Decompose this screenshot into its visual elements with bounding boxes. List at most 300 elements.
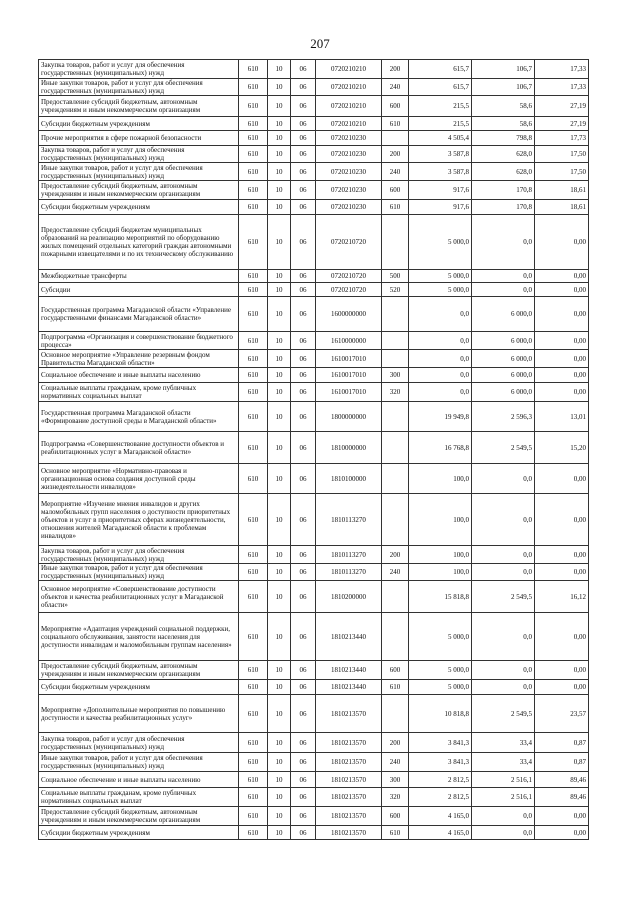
amount-executed: 0,0 — [472, 661, 535, 680]
expense-type-code — [382, 350, 409, 368]
department-code: 610 — [239, 131, 268, 146]
subsection-code: 06 — [291, 96, 316, 117]
section-code: 10 — [268, 163, 291, 181]
target-article-code: 1810213570 — [316, 788, 382, 807]
expense-type-code: 200 — [382, 60, 409, 79]
amount-executed: 2 516,1 — [472, 772, 535, 788]
subsection-code: 06 — [291, 661, 316, 680]
expense-type-code — [382, 695, 409, 733]
table-row — [39, 661, 589, 680]
section-code: 10 — [268, 581, 291, 613]
expense-type-code: 610 — [382, 826, 409, 840]
table-row — [39, 163, 589, 181]
table-row — [39, 733, 589, 753]
amount-approved: 5 000,0 — [409, 283, 472, 297]
department-code: 610 — [239, 146, 268, 163]
expense-type-code: 200 — [382, 733, 409, 753]
target-article-code: 0720210720 — [316, 215, 382, 270]
target-article-code: 0720210720 — [316, 270, 382, 283]
budget-item-name: Предоставление субсидий бюджетным, автономным учреждениям и иным некоммерческим организациям — [39, 181, 239, 200]
subsection-code: 06 — [291, 181, 316, 200]
subsection-code: 06 — [291, 332, 316, 350]
amount-executed: 6 000,0 — [472, 350, 535, 368]
amount-approved: 5 000,0 — [409, 215, 472, 270]
subsection-code: 06 — [291, 350, 316, 368]
subsection-code: 06 — [291, 826, 316, 840]
department-code: 610 — [239, 283, 268, 297]
subsection-code: 06 — [291, 297, 316, 332]
table-row — [39, 753, 589, 772]
expense-type-code — [382, 131, 409, 146]
amount-executed: 0,0 — [472, 494, 535, 546]
target-article-code: 1810100000 — [316, 464, 382, 494]
expense-type-code: 300 — [382, 772, 409, 788]
budget-item-name: Предоставление субсидий бюджетным, автономным учреждениям и иным некоммерческим организациям — [39, 807, 239, 826]
department-code: 610 — [239, 733, 268, 753]
execution-percent: 0,00 — [535, 383, 589, 402]
expense-type-code: 600 — [382, 661, 409, 680]
expense-type-code: 320 — [382, 383, 409, 402]
table-row — [39, 402, 589, 432]
budget-item-name: Субсидии — [39, 283, 239, 297]
execution-percent: 0,00 — [535, 826, 589, 840]
section-code: 10 — [268, 297, 291, 332]
target-article-code: 0720210720 — [316, 283, 382, 297]
amount-executed: 0,0 — [472, 680, 535, 695]
section-code: 10 — [268, 332, 291, 350]
amount-approved: 19 949,8 — [409, 402, 472, 432]
execution-percent: 0,00 — [535, 332, 589, 350]
budget-item-name: Закупка товаров, работ и услуг для обеспечения государственных (муниципальных) нужд — [39, 146, 239, 163]
target-article-code: 1800000000 — [316, 402, 382, 432]
target-article-code: 1610017010 — [316, 368, 382, 383]
department-code: 610 — [239, 581, 268, 613]
subsection-code: 06 — [291, 695, 316, 733]
amount-approved: 5 000,0 — [409, 270, 472, 283]
amount-executed: 0,0 — [472, 807, 535, 826]
table-row — [39, 564, 589, 581]
table-row — [39, 181, 589, 200]
subsection-code: 06 — [291, 146, 316, 163]
budget-item-name: Основное мероприятие «Совершенствование доступности объектов и качества реабилитационных услуг в Магаданской области» — [39, 581, 239, 613]
expense-type-code: 240 — [382, 564, 409, 581]
table-row — [39, 807, 589, 826]
department-code: 610 — [239, 297, 268, 332]
budget-item-name: Иные закупки товаров, работ и услуг для обеспечения государственных (муниципальных) нужд — [39, 163, 239, 181]
department-code: 610 — [239, 270, 268, 283]
execution-percent: 0,00 — [535, 494, 589, 546]
budget-item-name: Основное мероприятие «Нормативно-правовая и организационная основа создания доступной среды жизнедеятельности инвалидов» — [39, 464, 239, 494]
amount-executed: 58,6 — [472, 96, 535, 117]
amount-executed: 0,0 — [472, 564, 535, 581]
amount-approved: 100,0 — [409, 564, 472, 581]
department-code: 610 — [239, 332, 268, 350]
execution-percent: 0,00 — [535, 368, 589, 383]
amount-executed: 6 000,0 — [472, 368, 535, 383]
department-code: 610 — [239, 117, 268, 131]
department-code: 610 — [239, 826, 268, 840]
budget-item-name: Закупка товаров, работ и услуг для обеспечения государственных (муниципальных) нужд — [39, 733, 239, 753]
expense-type-code — [382, 215, 409, 270]
execution-percent: 0,00 — [535, 661, 589, 680]
table-row — [39, 680, 589, 695]
amount-approved: 4 165,0 — [409, 807, 472, 826]
execution-percent: 18,61 — [535, 181, 589, 200]
section-code: 10 — [268, 79, 291, 96]
table-row — [39, 494, 589, 546]
section-code: 10 — [268, 733, 291, 753]
department-code: 610 — [239, 181, 268, 200]
execution-percent: 89,46 — [535, 788, 589, 807]
department-code: 610 — [239, 807, 268, 826]
table-row — [39, 350, 589, 368]
department-code: 610 — [239, 564, 268, 581]
section-code: 10 — [268, 807, 291, 826]
section-code: 10 — [268, 117, 291, 131]
department-code: 610 — [239, 661, 268, 680]
expense-type-code — [382, 297, 409, 332]
section-code: 10 — [268, 788, 291, 807]
section-code: 10 — [268, 402, 291, 432]
target-article-code: 0720210230 — [316, 181, 382, 200]
execution-percent: 0,00 — [535, 270, 589, 283]
expense-type-code: 610 — [382, 680, 409, 695]
amount-approved: 3 587,8 — [409, 146, 472, 163]
amount-approved: 100,0 — [409, 546, 472, 564]
amount-executed: 106,7 — [472, 79, 535, 96]
expense-type-code: 200 — [382, 546, 409, 564]
subsection-code: 06 — [291, 494, 316, 546]
section-code: 10 — [268, 368, 291, 383]
subsection-code: 06 — [291, 402, 316, 432]
subsection-code: 06 — [291, 464, 316, 494]
amount-executed: 2 596,3 — [472, 402, 535, 432]
execution-percent: 0,00 — [535, 215, 589, 270]
expense-type-code: 600 — [382, 807, 409, 826]
target-article-code: 1810213570 — [316, 753, 382, 772]
section-code: 10 — [268, 60, 291, 79]
amount-approved: 615,7 — [409, 60, 472, 79]
target-article-code: 0720210230 — [316, 146, 382, 163]
expense-type-code: 600 — [382, 96, 409, 117]
amount-executed: 0,0 — [472, 283, 535, 297]
amount-executed: 0,0 — [472, 464, 535, 494]
department-code: 610 — [239, 60, 268, 79]
table-row — [39, 432, 589, 464]
target-article-code: 1610017010 — [316, 350, 382, 368]
target-article-code: 1810213570 — [316, 695, 382, 733]
budget-item-name: Государственная программа Магаданской области «Формирование доступной среды в Магаданской области» — [39, 402, 239, 432]
table-row — [39, 695, 589, 733]
amount-approved: 100,0 — [409, 494, 472, 546]
amount-approved: 4 505,4 — [409, 131, 472, 146]
subsection-code: 06 — [291, 60, 316, 79]
budget-item-name: Социальное обеспечение и иные выплаты населению — [39, 368, 239, 383]
amount-executed: 2 549,5 — [472, 581, 535, 613]
table-row — [39, 826, 589, 840]
execution-percent: 23,57 — [535, 695, 589, 733]
amount-executed: 2 549,5 — [472, 432, 535, 464]
department-code: 610 — [239, 788, 268, 807]
budget-item-name: Подпрограмма «Совершенствование доступности объектов и реабилитационных услуг в Магаданской области» — [39, 432, 239, 464]
budget-item-name: Социальное обеспечение и иные выплаты населению — [39, 772, 239, 788]
expense-type-code: 320 — [382, 788, 409, 807]
amount-approved: 917,6 — [409, 200, 472, 215]
amount-approved: 100,0 — [409, 464, 472, 494]
department-code: 610 — [239, 753, 268, 772]
amount-executed: 628,0 — [472, 163, 535, 181]
expense-type-code: 600 — [382, 181, 409, 200]
table-row — [39, 117, 589, 131]
table-body — [39, 60, 589, 840]
subsection-code: 06 — [291, 368, 316, 383]
table-row — [39, 297, 589, 332]
table-row — [39, 215, 589, 270]
department-code: 610 — [239, 546, 268, 564]
subsection-code: 06 — [291, 79, 316, 96]
table-row — [39, 283, 589, 297]
department-code: 610 — [239, 350, 268, 368]
target-article-code: 1810213570 — [316, 772, 382, 788]
execution-percent: 17,33 — [535, 79, 589, 96]
target-article-code: 0720210230 — [316, 163, 382, 181]
execution-percent: 0,00 — [535, 297, 589, 332]
subsection-code: 06 — [291, 117, 316, 131]
expense-type-code — [382, 613, 409, 661]
department-code: 610 — [239, 96, 268, 117]
section-code: 10 — [268, 546, 291, 564]
amount-executed: 6 000,0 — [472, 383, 535, 402]
department-code: 610 — [239, 432, 268, 464]
subsection-code: 06 — [291, 788, 316, 807]
department-code: 610 — [239, 79, 268, 96]
section-code: 10 — [268, 695, 291, 733]
department-code: 610 — [239, 163, 268, 181]
section-code: 10 — [268, 564, 291, 581]
subsection-code: 06 — [291, 163, 316, 181]
execution-percent: 0,00 — [535, 546, 589, 564]
amount-executed: 0,0 — [472, 215, 535, 270]
department-code: 610 — [239, 383, 268, 402]
amount-approved: 4 165,0 — [409, 826, 472, 840]
expense-type-code — [382, 432, 409, 464]
target-article-code: 1810213570 — [316, 826, 382, 840]
execution-percent: 17,73 — [535, 131, 589, 146]
table-row — [39, 270, 589, 283]
budget-item-name: Социальные выплаты гражданам, кроме публичных нормативных социальных выплат — [39, 788, 239, 807]
target-article-code: 1810113270 — [316, 546, 382, 564]
expense-type-code — [382, 464, 409, 494]
amount-approved: 615,7 — [409, 79, 472, 96]
budget-item-name: Предоставление субсидий бюджетным, автономным учреждениям и иным некоммерческим организациям — [39, 661, 239, 680]
execution-percent: 17,33 — [535, 60, 589, 79]
section-code: 10 — [268, 464, 291, 494]
budget-item-name: Межбюджетные трансферты — [39, 270, 239, 283]
department-code: 610 — [239, 695, 268, 733]
amount-approved: 3 841,3 — [409, 733, 472, 753]
amount-approved: 215,5 — [409, 96, 472, 117]
amount-approved: 15 818,8 — [409, 581, 472, 613]
subsection-code: 06 — [291, 581, 316, 613]
table-row — [39, 131, 589, 146]
amount-executed: 170,8 — [472, 181, 535, 200]
budget-item-name: Закупка товаров, работ и услуг для обеспечения государственных (муниципальных) нужд — [39, 546, 239, 564]
budget-item-name: Иные закупки товаров, работ и услуг для обеспечения государственных (муниципальных) нужд — [39, 753, 239, 772]
subsection-code: 06 — [291, 733, 316, 753]
table-row — [39, 613, 589, 661]
amount-approved: 0,0 — [409, 297, 472, 332]
section-code: 10 — [268, 96, 291, 117]
section-code: 10 — [268, 661, 291, 680]
budget-item-name: Мероприятие «Изучение мнения инвалидов и других маломобильных групп населения о доступности приоритетных объектов и услуг в приоритетных сферах жизнедеятельности, отношения жителей Магаданской области к проблемам инвалидов» — [39, 494, 239, 546]
section-code: 10 — [268, 270, 291, 283]
section-code: 10 — [268, 383, 291, 402]
budget-item-name: Иные закупки товаров, работ и услуг для обеспечения государственных (муниципальных) нужд — [39, 564, 239, 581]
table-row — [39, 79, 589, 96]
target-article-code: 1810213440 — [316, 661, 382, 680]
amount-executed: 170,8 — [472, 200, 535, 215]
section-code: 10 — [268, 146, 291, 163]
amount-approved: 0,0 — [409, 368, 472, 383]
amount-approved: 16 768,8 — [409, 432, 472, 464]
budget-item-name: Субсидии бюджетным учреждениям — [39, 826, 239, 840]
target-article-code: 1600000000 — [316, 297, 382, 332]
amount-approved: 215,5 — [409, 117, 472, 131]
subsection-code: 06 — [291, 680, 316, 695]
subsection-code: 06 — [291, 753, 316, 772]
budget-item-name: Мероприятие «Дополнительные мероприятия по повышению доступности и качества реабилитационных услуг» — [39, 695, 239, 733]
amount-executed: 33,4 — [472, 733, 535, 753]
budget-item-name: Закупка товаров, работ и услуг для обеспечения государственных (муниципальных) нужд — [39, 60, 239, 79]
amount-approved: 5 000,0 — [409, 613, 472, 661]
expense-type-code — [382, 332, 409, 350]
page-number: 207 — [310, 36, 330, 51]
department-code: 610 — [239, 368, 268, 383]
subsection-code: 06 — [291, 200, 316, 215]
target-article-code: 1810213440 — [316, 613, 382, 661]
section-code: 10 — [268, 772, 291, 788]
amount-executed: 106,7 — [472, 60, 535, 79]
budget-item-name: Прочие мероприятия в сфере пожарной безопасности — [39, 131, 239, 146]
subsection-code: 06 — [291, 546, 316, 564]
execution-percent: 0,87 — [535, 753, 589, 772]
table-row — [39, 383, 589, 402]
amount-approved: 0,0 — [409, 350, 472, 368]
section-code: 10 — [268, 131, 291, 146]
section-code: 10 — [268, 753, 291, 772]
table-row — [39, 546, 589, 564]
execution-percent: 18,61 — [535, 200, 589, 215]
amount-approved: 10 818,8 — [409, 695, 472, 733]
department-code: 610 — [239, 215, 268, 270]
budget-item-name: Социальные выплаты гражданам, кроме публичных нормативных социальных выплат — [39, 383, 239, 402]
table-row — [39, 464, 589, 494]
target-article-code: 1810213570 — [316, 733, 382, 753]
amount-executed: 0,0 — [472, 270, 535, 283]
amount-executed: 6 000,0 — [472, 332, 535, 350]
execution-percent: 0,00 — [535, 613, 589, 661]
department-code: 610 — [239, 464, 268, 494]
target-article-code: 0720210210 — [316, 117, 382, 131]
department-code: 610 — [239, 613, 268, 661]
amount-executed: 58,6 — [472, 117, 535, 131]
target-article-code: 1810200000 — [316, 581, 382, 613]
execution-percent: 89,46 — [535, 772, 589, 788]
department-code: 610 — [239, 200, 268, 215]
table-row — [39, 772, 589, 788]
subsection-code: 06 — [291, 772, 316, 788]
amount-approved: 0,0 — [409, 383, 472, 402]
execution-percent: 17,50 — [535, 146, 589, 163]
target-article-code: 0720210210 — [316, 60, 382, 79]
section-code: 10 — [268, 200, 291, 215]
budget-item-name: Подпрограмма «Организация и совершенствование бюджетного процесса» — [39, 332, 239, 350]
budget-item-name: Иные закупки товаров, работ и услуг для обеспечения государственных (муниципальных) нужд — [39, 79, 239, 96]
section-code: 10 — [268, 826, 291, 840]
subsection-code: 06 — [291, 270, 316, 283]
execution-percent: 0,00 — [535, 680, 589, 695]
budget-item-name: Предоставление субсидий бюджетным, автономным учреждениям и иным некоммерческим организациям — [39, 96, 239, 117]
target-article-code: 1810213570 — [316, 807, 382, 826]
amount-approved: 917,6 — [409, 181, 472, 200]
budget-item-name: Государственная программа Магаданской области «Управление государственными финансами Магаданской области» — [39, 297, 239, 332]
target-article-code: 1810213440 — [316, 680, 382, 695]
budget-item-name: Субсидии бюджетным учреждениям — [39, 680, 239, 695]
target-article-code: 1610000000 — [316, 332, 382, 350]
subsection-code: 06 — [291, 613, 316, 661]
execution-percent: 17,50 — [535, 163, 589, 181]
department-code: 610 — [239, 402, 268, 432]
table-row — [39, 368, 589, 383]
budget-item-name: Субсидии бюджетным учреждениям — [39, 200, 239, 215]
execution-percent: 27,19 — [535, 117, 589, 131]
department-code: 610 — [239, 680, 268, 695]
table-row — [39, 60, 589, 79]
expense-type-code: 300 — [382, 368, 409, 383]
amount-executed: 0,0 — [472, 546, 535, 564]
expense-type-code: 500 — [382, 270, 409, 283]
subsection-code: 06 — [291, 807, 316, 826]
execution-percent: 15,20 — [535, 432, 589, 464]
target-article-code: 0720210230 — [316, 200, 382, 215]
expense-type-code: 200 — [382, 146, 409, 163]
execution-percent: 0,00 — [535, 350, 589, 368]
amount-executed: 2 516,1 — [472, 788, 535, 807]
amount-approved: 2 812,5 — [409, 788, 472, 807]
budget-table — [38, 59, 589, 840]
expense-type-code: 520 — [382, 283, 409, 297]
subsection-code: 06 — [291, 283, 316, 297]
amount-executed: 798,8 — [472, 131, 535, 146]
expense-type-code: 610 — [382, 200, 409, 215]
amount-approved: 0,0 — [409, 332, 472, 350]
expense-type-code: 240 — [382, 163, 409, 181]
amount-executed: 628,0 — [472, 146, 535, 163]
amount-approved: 5 000,0 — [409, 680, 472, 695]
expense-type-code: 240 — [382, 753, 409, 772]
table-row — [39, 96, 589, 117]
expense-type-code — [382, 494, 409, 546]
target-article-code: 0720210230 — [316, 131, 382, 146]
expense-type-code: 610 — [382, 117, 409, 131]
expense-type-code — [382, 402, 409, 432]
table-row — [39, 200, 589, 215]
target-article-code: 1810113270 — [316, 494, 382, 546]
section-code: 10 — [268, 432, 291, 464]
target-article-code: 1810113270 — [316, 564, 382, 581]
amount-executed: 0,0 — [472, 826, 535, 840]
subsection-code: 06 — [291, 131, 316, 146]
